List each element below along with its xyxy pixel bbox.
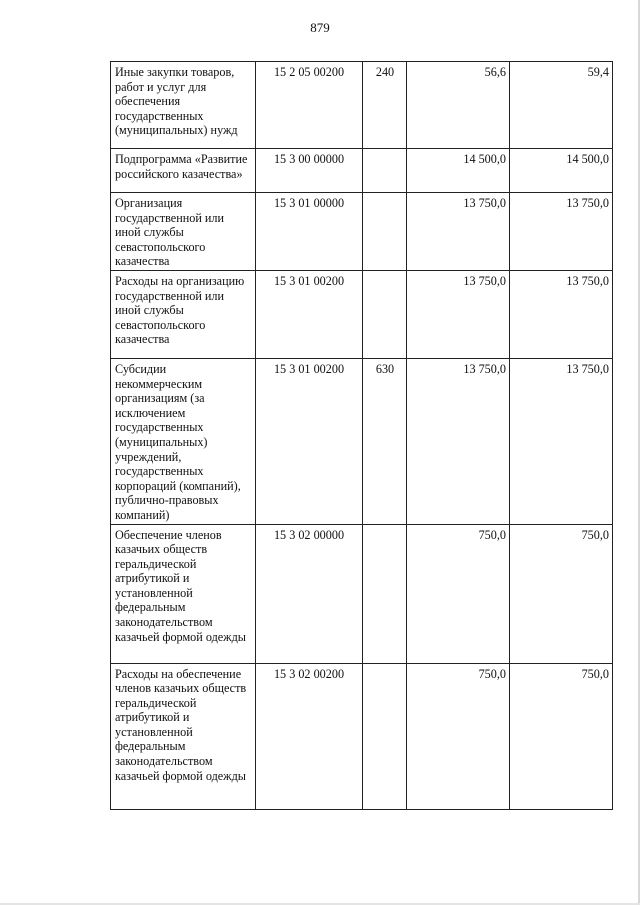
cell-amount-year-1: 750,0 bbox=[407, 524, 510, 663]
cell-amount-year-1: 750,0 bbox=[407, 663, 510, 809]
table-row bbox=[111, 663, 613, 809]
budget-table bbox=[110, 61, 613, 810]
cell-code: 15 3 01 00000 bbox=[256, 193, 363, 271]
cell-amount-year-1: 13 750,0 bbox=[407, 358, 510, 524]
cell-name: Субсидии некоммерческим организациям (за исключением государственных (муниципальных) учреждений, государственных корпораций (компаний), публично-правовых компаний) bbox=[111, 358, 256, 524]
cell-code: 15 3 02 00000 bbox=[256, 524, 363, 663]
cell-name: Расходы на организацию государственной или иной службы севастопольского казачества bbox=[111, 270, 256, 358]
cell-amount-year-2: 13 750,0 bbox=[510, 358, 613, 524]
table-row bbox=[111, 193, 613, 271]
cell-code: 15 3 00 00000 bbox=[256, 149, 363, 193]
cell-name: Иные закупки товаров, работ и услуг для обеспечения государственных (муниципальных) нужд bbox=[111, 62, 256, 149]
cell-amount-year-2: 13 750,0 bbox=[510, 193, 613, 271]
cell-amount-year-1: 13 750,0 bbox=[407, 193, 510, 271]
cell-name: Расходы на обеспечение членов казачьих обществ геральдической атрибутикой и установленной федеральным законодательством казачьей формой одежды bbox=[111, 663, 256, 809]
cell-amount-year-2: 14 500,0 bbox=[510, 149, 613, 193]
page-number: 879 bbox=[310, 20, 330, 35]
cell-amount-year-2: 59,4 bbox=[510, 62, 613, 149]
cell-amount-year-2: 750,0 bbox=[510, 663, 613, 809]
table-row bbox=[111, 524, 613, 663]
cell-name: Подпрограмма «Развитие российского казачества» bbox=[111, 149, 256, 193]
table-row bbox=[111, 62, 613, 149]
cell-amount-year-2: 13 750,0 bbox=[510, 270, 613, 358]
cell-code: 15 3 01 00200 bbox=[256, 270, 363, 358]
cell-amount-year-1: 13 750,0 bbox=[407, 270, 510, 358]
table-row bbox=[111, 149, 613, 193]
cell-expense-type: 630 bbox=[363, 358, 407, 524]
cell-expense-type bbox=[363, 524, 407, 663]
table-row bbox=[111, 270, 613, 358]
cell-expense-type bbox=[363, 193, 407, 271]
cell-amount-year-2: 750,0 bbox=[510, 524, 613, 663]
table-row bbox=[111, 358, 613, 524]
cell-expense-type bbox=[363, 270, 407, 358]
cell-name: Обеспечение членов казачьих обществ геральдической атрибутикой и установленной федеральным законодательством казачьей формой одежды bbox=[111, 524, 256, 663]
cell-amount-year-1: 14 500,0 bbox=[407, 149, 510, 193]
cell-code: 15 3 02 00200 bbox=[256, 663, 363, 809]
budget-table-body bbox=[111, 62, 613, 810]
cell-expense-type bbox=[363, 149, 407, 193]
cell-expense-type: 240 bbox=[363, 62, 407, 149]
cell-code: 15 2 05 00200 bbox=[256, 62, 363, 149]
cell-name: Организация государственной или иной службы севастопольского казачества bbox=[111, 193, 256, 271]
cell-amount-year-1: 56,6 bbox=[407, 62, 510, 149]
cell-expense-type bbox=[363, 663, 407, 809]
cell-code: 15 3 01 00200 bbox=[256, 358, 363, 524]
